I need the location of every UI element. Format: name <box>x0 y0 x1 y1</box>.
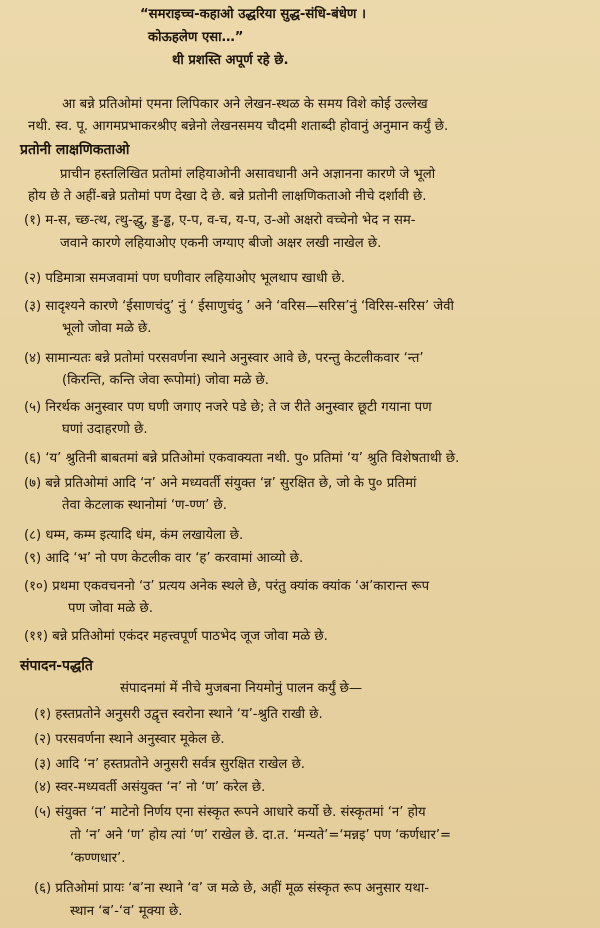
s2-item-5-line-3: ‘कण्णधार’. <box>70 851 126 866</box>
s2-item-6-line-1: (६) प्रतिओमां प्रायः ‘ब’ना स्थाने ‘व’ ज मळे छे, अहीं मूळ संस्कृत रूप अनुसार यथा- <box>34 881 430 896</box>
s2-item-3: (३) आदि ‘न’ हस्तप्रतोने अनुसरी सर्वत्र सुरक्षित राखेल छे. <box>34 757 305 772</box>
s1-item-1-line-1: (१) म-स, च्छ-त्थ, त्थु-द्धु, ड्ड-ड्ढ, ए-प, व-च, य-प, उ-ओ अक्षरो वच्चेनो भेद न सम- <box>24 213 416 228</box>
s1-item-8-line-1: (८) धम्म, कम्म इत्यादि धंम, कंम लखायेला छे. <box>24 528 244 543</box>
s2-item-6-line-2: स्थान ‘ब’-‘व’ मूक्या छे. <box>70 904 183 919</box>
s1-item-7-line-2: तेवा केटलाक स्थानोमां ‘ण-ण्ण’ छे. <box>62 498 227 513</box>
s1-item-6-line-1: (६) ‘य’ श्रुतिनी बाबतमां बन्ने प्रतिओमां एकवाक्यता नथी. पु० प्रतिमां ‘य’ श्रुति विशेषताथी छे. <box>24 451 460 466</box>
verse-line-2: कोऊहलेण एसा…” <box>148 30 244 45</box>
s1-item-5-line-1: (५) निरर्थक अनुस्वार पण घणी जगाए नजरे पडे छे; ते ज रीते अनुस्वार छूटी गयाना पण <box>24 400 432 415</box>
verse-line-3: थी प्रशस्ति अपूर्ण रहे छे. <box>172 53 289 68</box>
s1-item-5-line-2: घणां उदाहरणो छे. <box>62 422 148 437</box>
section1-para-line-1: प्राचीन हस्तलिखित प्रतोमां लहियाओनी असावधानी अने अज्ञानना कारणे जे भूलो <box>60 167 436 182</box>
intro-line-1: आ बन्ने प्रतिओमां एमना लिपिकार अने लेखन-स्थळ के समय विशे कोई उल्लेख <box>62 97 428 112</box>
section-heading-sampadan: संपादन-पद्धति <box>20 658 93 674</box>
s2-item-4: (४) स्वर-मध्यवर्ती असंयुक्त ‘न’ नो ‘ण’ करेल छे. <box>34 780 266 795</box>
s1-item-10-line-1: (१०) प्रथमा एकवचननो ‘उ’ प्रत्यय अनेक स्थले छे, परंतु क्यांक क्यांक ‘अ’कारान्त रूप <box>24 579 430 594</box>
s2-item-5-line-2: तो ‘न’ अने ‘ण’ होय त्यां ‘ण’ राखेल छे. दा.त. ‘मन्यते’=‘मन्नइ’ पण ‘कर्णधार’= <box>70 828 452 843</box>
s1-item-4-line-2: (किरन्ति, कन्ति जेवा रूपोमां) जोवा मळे छे. <box>62 373 269 388</box>
s2-item-5-line-1: (५) संयुक्त ‘न’ माटेनो निर्णय एना संस्कृत रूपने आधारे कर्यो छे. संस्कृतमां ‘न’ होय <box>34 805 426 820</box>
s1-item-7-line-1: (७) बन्ने प्रतिओमां आदि ‘न’ अने मध्यवर्ती संयुक्त ‘न्न’ सुरक्षित छे, जो के पु० प्रतिमां <box>24 476 417 491</box>
s1-item-10-line-2: पण जोवा मळे छे. <box>68 601 153 616</box>
s1-item-2-line-1: (२) पडिमात्रा समजवामां पण घणीवार लहियाओए भूलथाप खाधी छे. <box>24 271 346 286</box>
intro-line-2: नथी. स्व. पू. आगमप्रभाकरश्रीए बन्नेनो लेखनसमय चौदमी शताब्दी होवानुं अनुमान कर्युं छे. <box>28 119 449 134</box>
s1-item-11-line-1: (११) बन्ने प्रतिओमां एकंदर महत्त्वपूर्ण पाठभेद जूज जोवा मळे छे. <box>24 629 328 644</box>
section-heading-lakshanikata: प्रतोनी लाक्षणिकताओ <box>20 142 130 158</box>
s1-item-3-line-1: (३) सादृश्यने कारणे ‘ईसाणचंदु’ नुं ‘ ईसाणुचंदु ’ अने ‘वरिस—सरिस’नुं ‘विरिस-सरिस’ जेवी <box>24 299 454 314</box>
verse-line-1: “समराइच्च-कहाओ उद्धरिया सुद्ध-संधि-बंधेण । <box>140 7 367 22</box>
s1-item-3-line-2: भूलो जोवा मळे छे. <box>62 321 152 336</box>
s2-item-2: (२) परसवर्णना स्थाने अनुस्वार मूकेल छे. <box>34 732 225 747</box>
s1-item-4-line-1: (४) सामान्यतः बन्ने प्रतोमां परसवर्णना स्थाने अनुस्वार आवे छे, परन्तु केटलीकवार ‘न्त’ <box>24 351 424 366</box>
section1-para-line-2: होय छे ते अहीं-बन्ने प्रतोमां पण देखा दे छे. बन्ने प्रतोनी लाक्षणिकताओ नीचे दर्शावी छे. <box>28 189 427 204</box>
section2-para-line-1: संपादनमां में नीचे मुजबना नियमोनुं पालन कर्युं छे— <box>120 681 363 696</box>
s2-item-1: (१) हस्तप्रतोने अनुसरी उद्वृत्त स्वरोना स्थाने ‘य’-श्रुति राखी छे. <box>34 707 323 722</box>
s1-item-9-line-1: (९) आदि ‘भ’ नो पण केटलीक वार ‘ह’ करवामां आव्यो छे. <box>24 551 304 566</box>
s1-item-1-line-2: जवाने कारणे लहियाओए एकनी जग्याए बीजो अक्षर लखी नाखेल छे. <box>60 236 382 251</box>
